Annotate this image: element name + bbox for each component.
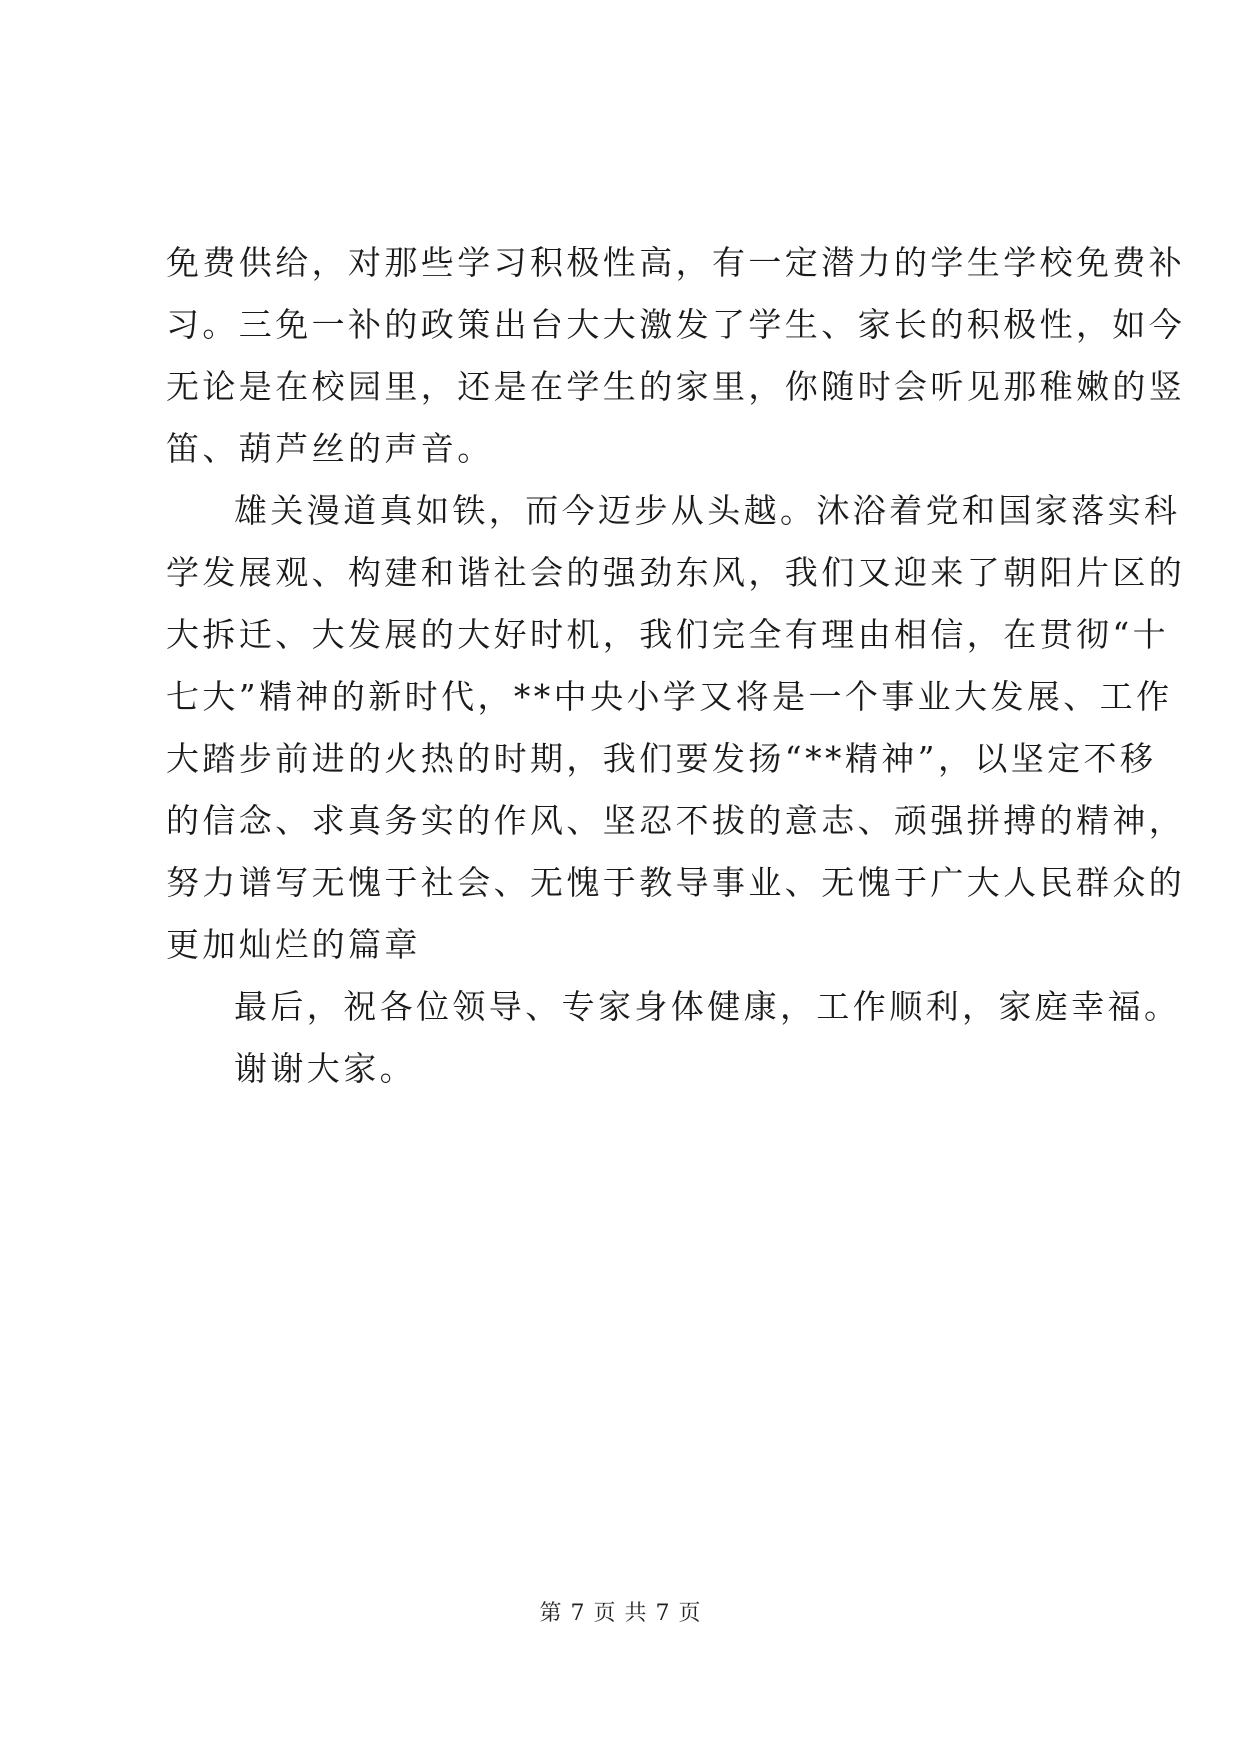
paragraph-line: 大拆迁、大发展的大好时机，我们完全有理由相信，在贯彻“十 [166,615,1170,654]
paragraph-line: 更加灿烂的篇章 [166,925,421,964]
paragraph-line: 学发展观、构建和谐社会的强劲东风，我们又迎来了朝阳片区的 [166,553,1186,592]
paragraph-line: 努力谱写无愧于社会、无愧于教导事业、无愧于广大人民群众的 [166,863,1186,902]
paragraph-line: 大踏步前进的火热的时期，我们要发扬“**精神”，以坚定不移 [166,739,1157,778]
page-footer [0,1599,1241,1629]
paragraph-line: 习。三免一补的政策出台大大激发了学生、家长的积极性，如今 [166,305,1186,344]
paragraph-line: 雄关漫道真如铁，而今迈步从头越。沐浴着党和国家落实科 [234,491,1181,530]
document-body [166,232,1186,1100]
page-number-label: 第 7 页 共 7 页 [539,1601,702,1626]
paragraph-line: 笛、葫芦丝的声音。 [166,429,494,468]
paragraph-line: 免费供给，对那些学习积极性高，有一定潜力的学生学校免费补 [166,243,1186,282]
paragraph-line: 谢谢大家。 [234,1049,416,1088]
paragraph-line: 的信念、求真务实的作风、坚忍不拔的意志、顽强拼搏的精神， [166,801,1186,840]
paragraph-line: 最后，祝各位领导、专家身体健康，工作顺利，家庭幸福。 [234,987,1181,1026]
paragraph-line: 七大”精神的新时代，**中央小学又将是一个事业大发展、工作 [166,677,1173,716]
paragraph-line: 无论是在校园里，还是在学生的家里，你随时会听见那稚嫩的竖 [166,367,1186,406]
